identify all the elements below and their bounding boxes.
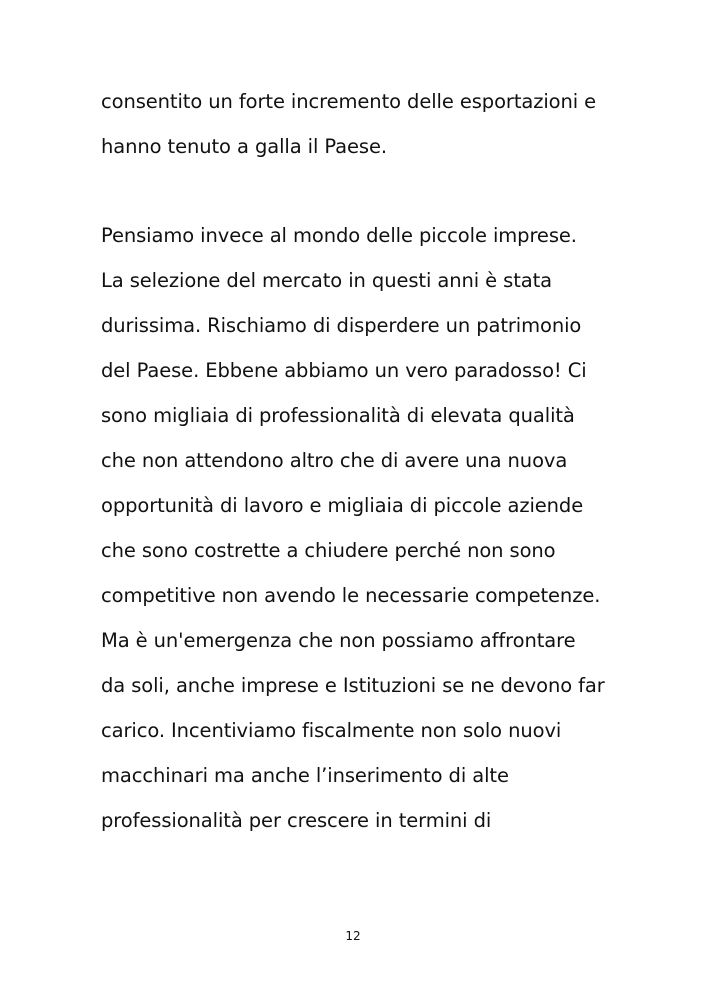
text-line: competitive non avendo le necessarie competenze.: [101, 584, 601, 607]
text-line: Ma è un'emergenza che non possiamo affrontare: [101, 629, 576, 652]
page-number: 12: [345, 929, 361, 943]
text-line: macchinari ma anche l’inserimento di alte: [101, 764, 509, 787]
text-line: da soli, anche imprese e Istituzioni se ne devono far: [101, 674, 605, 697]
text-line: carico. Incentiviamo fiscalmente non solo nuovi: [101, 719, 562, 742]
paragraph-1: [101, 91, 621, 181]
text-line: opportunità di lavoro e migliaia di piccole aziende: [101, 494, 584, 517]
text-line: del Paese. Ebbene abbiamo un vero paradosso! Ci: [101, 359, 587, 382]
text-line: professionalità per crescere in termini di: [101, 809, 492, 832]
text-line: che non attendono altro che di avere una nuova: [101, 449, 568, 472]
text-line: che sono costrette a chiudere perché non sono: [101, 539, 556, 562]
paragraph-2: [101, 225, 621, 855]
text-line: durissima. Rischiamo di disperdere un patrimonio: [101, 314, 582, 337]
text-line: hanno tenuto a galla il Paese.: [101, 135, 387, 158]
text-line: sono migliaia di professionalità di elevata qualità: [101, 404, 575, 427]
text-line: consentito un forte incremento delle esportazioni e: [101, 90, 597, 113]
text-line: Pensiamo invece al mondo delle piccole imprese.: [101, 224, 577, 247]
text-line: La selezione del mercato in questi anni è stata: [101, 269, 552, 292]
